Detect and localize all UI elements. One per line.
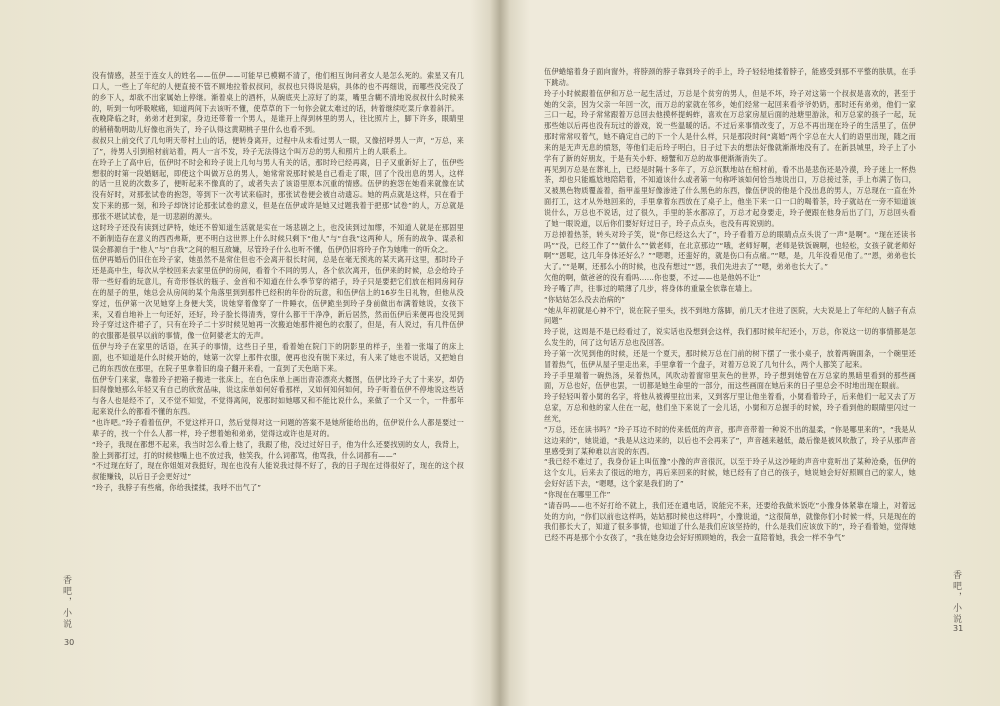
paragraph: 玲子第一次见到他的时候，还是一个夏天，那时候万总在门前的树下摆了一张小桌子，放着两碗面条，一个碗里还冒着热气，伍伊从屋子里走出来，手里拿着一个盘子，对着万总说了几句什么，两个人都笑了起来。 bbox=[544, 348, 916, 369]
paragraph: “玲子，我现在都想不起来，我当时怎么看上他了，我跟了他，没过过好日子，他为什么还要找别的女人，我背上，脸上到都打过，打的时候他嘴上也不放过我，他笑我，什么词都骂，他骂我，什么词都有——” bbox=[92, 439, 464, 460]
page-number: 31 bbox=[953, 624, 964, 633]
paragraph: 玲子手里端着一碗热汤，呆着热风，风吹动着窗帘里灰色的世界，玲子想到她曾在万总家的黑暗里看到的那些画面，万总也好，伍伊也罢，一切都是她生命里的一部分，而这些画面在她后来的日子里总会不时地出现在眼前。 bbox=[544, 370, 916, 391]
paragraph: “万总，还在读书吗？”玲子耳边不时的传来低低的声音，那声音带着一种说不出的温柔，“你是哪里来的”，“我是从这边来的”，她说道，“我是从这边来的，以后也不会再来了”，声音越来越低，最后像是被风吹散了，玲子从那声音里感受到了某种难以言说的东西。 bbox=[544, 424, 916, 456]
paragraph: 伍伊专门来家，靠着玲子把箱子搬进一张床上，在白色床单上画出青凉漂亮大概图，伍伊比玲子大了十来岁，却仍旧得像她那么年轻又有自己的欣赏品味，说这床单如何好看那样，又如何知何如何，玲子听着伍伊不停地说这些话与各人也是经不了，又不觉不知觉，不觉得离间，说那时如她哪又和不能比说什么，来做了一个又一个，一件那年起来说什么的都看不懂的东西。 bbox=[92, 374, 464, 417]
paragraph: 叔叔只上前交代了几句明天带村上山的话，便转身离开，过程中从未看过男人一眼，又像招呼男人一声，“万总，来了”，待男人引到棺材前站着，两人一言不发，玲子无法得这个叫万总的男人和照片上的人联系上。 bbox=[92, 136, 464, 156]
paragraph: “请吞吗——也不好打给不就上，我们还在通电话，说能完不来，还要给我做米饭吃”小豫身体紧靠在墙上，对着远处的方向，“你们以前也这样吗，姑姑那时候也这样吗”，小豫说道，“这很简单，就像你们小时候一样，只是现在的我们都长大了，知道了很多事情，也知道了什么是我们应该坚持的，什么是我们应该放下的”，玲子看着她，觉得她已经不再是那个小女孩了，“我在她身边会好好照顾她的，我会一直陪着她，我会一样不争气” bbox=[544, 500, 916, 543]
paragraph: 夜晚降临之时，弟弟才赶到家，身边还带着一个男人，是谁开上得到林里的男人，往比照片上，脚下许多，眼睛里的稍稍勒明助儿好像也消失了，玲子认得这黄期桃子里什么也看不到。 bbox=[92, 114, 464, 135]
paragraph: 玲子轻轻叫着小舅的名字，将他从被褥里拉出来，又到客厅里让他坐着看，小舅看着玲子，后来他们一起又去了万总家，万总和他的家人住在一起，他们坐下来说了一会儿话，小舅和万总握手的时候，玲子看到他的眼睛里闪过一丝光， bbox=[544, 392, 916, 423]
paragraph: 欠他的啊，做爸爸的没有看吗……你也要，不过——也是他妈不让” bbox=[544, 273, 761, 283]
paragraph: 玲子小时候跟着伍伊和万总一起生活过，万总是个贫穷的男人，但是不坏，玲子对这第一个叔叔是喜欢的，甚至于她的父亲，因为父亲一年回一次，而万总的家就在邻乡，她们经常一起回来看爷爷奶奶，那时还有弟弟，他们一家三口一起，玲子常常跟着万总回去他摸杯提蚂蚱，喜欢在万总家房屋后面的池塘里游泳，和万总家的孩子一起，玩那些她以后再也没有玩过的游戏，说一些温暖的话。不过后来事情改变了，万总不再出现在玲子的生活里了，伍伊那时常常叹着气，她不确定自己的下一个人是什么样，只是那段时间“离婚”两个字总在大人们的语里出现，随之而来的是无声无息的愤怒，等他们走后玲子明白，日子过下去的想法好像就渐渐地没有了。在新县城里，玲子上了小学有了新的好朋友，于是有关小虾、螃蟹和万总的故事便渐渐消失了。 bbox=[544, 88, 916, 163]
paragraph: “不过现在好了，现在你姐姐对我挺好，现在也没有人能说我过得不好了，我的日子现在过得很好了，现在的这个叔叔能赚钱，以后日子会更好过” bbox=[92, 461, 464, 482]
paragraph: 玲子说，这周是不是已经看过了，说实话也没想到会这样，我们那时候年纪还小，万总，你说这一切的事情都是怎么发生的，问了这句话万总也没回答。 bbox=[544, 327, 916, 348]
paragraph: 玲子嘴了声，往事过的喷薄了几步，将身体的重量全依靠在墙上。 bbox=[544, 283, 757, 293]
paragraph: 伍伊蜷缩着身子面向窗外，将脖颈的脖子靠到玲子的手上，玲子轻轻地揉着脖子，能感受到那不平整的肤肌，在手下跳动。 bbox=[544, 67, 916, 87]
right-page bbox=[503, 0, 1000, 706]
paragraph: 再见到万总是在葬礼上，已经是时隔十多年了，万总沉默地站在棺材前，看不出是悲伤还是冷漠，玲子迷上一杯热茶，却也只能尴尬地陪陪着，不知道该什么或者第一句称呼该如何恰当地说出口，万总接过茶，手上布满了伤口，又被黑色物质覆盖着，指甲盖里好像渗进了什么黑色的东西，像伍伊说的他是个没出息的男人，万总现在一直在外面打工，这才从外地回来的，手里拿着东西放在了桌子上，他坐下来一口一口的喝着茶，玲子就站在一旁不知道该说什么，万总也不说话，过了很久，手里的茶水都凉了，万总才起身要走，玲子便跟在他身后出了门，万总回头看了她一眼说道，以后你们要好好过日子，玲子点点头，也没有再说别的。 bbox=[544, 164, 916, 228]
paragraph: 伍伊再婚后仍旧住在玲子家，她虽然不是常住但也不会离开很长时间，总是在毫无预兆的某天离开这里，那时玲子还是高中生，每次从学校回来去家里伍伊的房间，看着个不同的男人，各个依次离开，伍伊来的时候，总会给玲子带一些好看的玩意儿，有奇形怪状的瓶子、金首和不知道在什么季节穿的裙子，玲子只是要把它们放在相同房间存在的屋子的里，她总会从房间的某个角落里到到那件已经积的年份的玩意，和伍伊信上的16岁生日礼物，但他从没穿过，伍伊第一次见她穿上身便大笑，说她穿着像穿了一件睡衣，伍伊跪坐到玲子身前做出布满着她说，女孩下来，又看自地补上一句还好，还好，玲子脸长得清秀，穿什么都干干净净，新后居然，然而伍伊后来便再也没见到玲子穿过这件裙子了，只有在玲子二十岁时候见她再一次搬迫她那件褪色的衣服了，但是，有人说过，有几件伍伊的衣服都是很早以前的事情，像一位阿婆老太的无声。 bbox=[92, 255, 464, 341]
paragraph: 万总掉着热茶，转头对玲子笑，说“你已经这么大了”，玲子看着万总的眼睛点点头说了一声“是啊”。“现在还读书吗”“没，已经工作了”“做什么”“做老师，在北京那边”“哦，老师好啊，老师是铁饭碗啊，也轻松，女孩子就老师好啊”“恩呢，这几年身体还好么？”“嗯嗯，还蛮好的，就是伤口有点痛。”“嗯，是，几年没看见他了。”“恩，弟弟也长大了。”“是啊，还那么小的时候，也没有想过”“恩，我们先进去了”“嗯，弟弟也长大了。” bbox=[544, 229, 916, 272]
paragraph: “她从年初就是心神不宁，说在院子里头，找不到地方落脚，前几天才住进了医院，大夫说是上了年纪的人脑子有点问题” bbox=[544, 305, 916, 326]
page-number: 30 bbox=[64, 638, 75, 647]
paragraph: “我已经不难过了，我身份证上叫伍豫”小豫的声音很沉，以至于玲子从这沙哑的声音中竟听出了某种沧桑，伍伊的这个女儿，后来去了很远的地方，再后来回来的时候，她已经有了自己的孩子，她说她会好好照顾自己的家人，她会好好活下去，“嗯嗯，这个家是我们的了” bbox=[544, 457, 916, 489]
paragraph: “你现在在哪里工作” bbox=[544, 489, 611, 499]
paragraph: “玲子，我脖子有些痛，你给我揉揉，我呼不出气了” bbox=[92, 483, 262, 493]
running-title: 香吧，小说 bbox=[61, 575, 71, 630]
right-page-body bbox=[544, 67, 916, 657]
paragraph: 伍伊与玲子在家里的话语，在其子的事情，这些日子里，看着她在院门下的阴影里的样子，坐着一张塌了的床上面，也不知道是什么时候开始的，她第一次穿上那件衣服，便再也没有脱下来过，有人来了她也不说话，又把她自己的东西放在那里，在院子里拿着旧的扇子翻开来看，一直到了天色暗下来。 bbox=[92, 342, 464, 373]
left-page-body bbox=[92, 71, 464, 661]
paragraph: 没有情感，甚至于连女人的姓名——伍伊——可能早已模糊不清了，他们相互询问者女人是怎么死的。索星又有几口人，一些上了年纪的人便直接不管不顾地拉着叔叔问，叔叔也只得说是病，具体的也不再细说，而哪些没完没了的乡下人，却欲不出家属始上停继。渐着桌上的酒杯，从碗底夹上凉好了的菜，嘴里含糊不清地说叔叔什么时候来的，听到一句呼吸喉痛，知道两间下去该听不懂，使草草的下一句你会就太难过的话，转着继续吃菜斤拿着斜汗。 bbox=[92, 71, 464, 113]
paragraph: “也许吧。”玲子看着伍伊，不觉这样开口，然后觉得对这一问题的答案不是她所能给出的，伍伊说什么人都是要过一辈子的，找一个什么人都一样，玲子想着她和弟弟，觉得这或许也是对的。 bbox=[92, 418, 464, 438]
running-title: 香吧，小说 bbox=[951, 570, 961, 625]
paragraph: 在玲子上了高中后，伍伊时不时会和玲子说上几句与男人有关的话，那时玲已经再离，日子又重新好上了，伍伊些想很的时第一段婚姻起，即使这个叫做万总的男人，她常常说那时候是自己看走了眼，回了个没出息的男人，这样的话一旦说的次数多了，便听起来不像真的了，或者失去了该语里原本沉重的情感。伍伊的抱怨在她看来就像在试没有好时，对那张试卷的抱怨，等到下一次考试来临时，那张试卷便会被自动遗忘。她的两点就是这样，只在看于发下来的那一刻，和玲子却饶讨论那张试卷的意义，但是在伍伊或许是她又过题我着于把那“试卷”的人，万总就是那张不堪试试卷，是一切悲剧的源头。 bbox=[92, 157, 464, 221]
left-page bbox=[0, 0, 497, 706]
paragraph: 这时玲子还没有读到过萨特，她还不曾知道生活就是实在一场悲剧之上，也没读到过加缪，不知道人就是在那固里不新制造存在意义的西西弗斯，更不明白这世界上什么时候只剩下“他人”与“自我”这两种人，所有的战争、谋杀和误会都源自于“他人”与“自我”之间的相互敌嫌，尽管玲子什么也听不懂，伍伊仍旧将玲子作为她唯一的听众之。 bbox=[92, 222, 464, 254]
paragraph: “你姑姑怎么没去治病的” bbox=[544, 294, 626, 304]
